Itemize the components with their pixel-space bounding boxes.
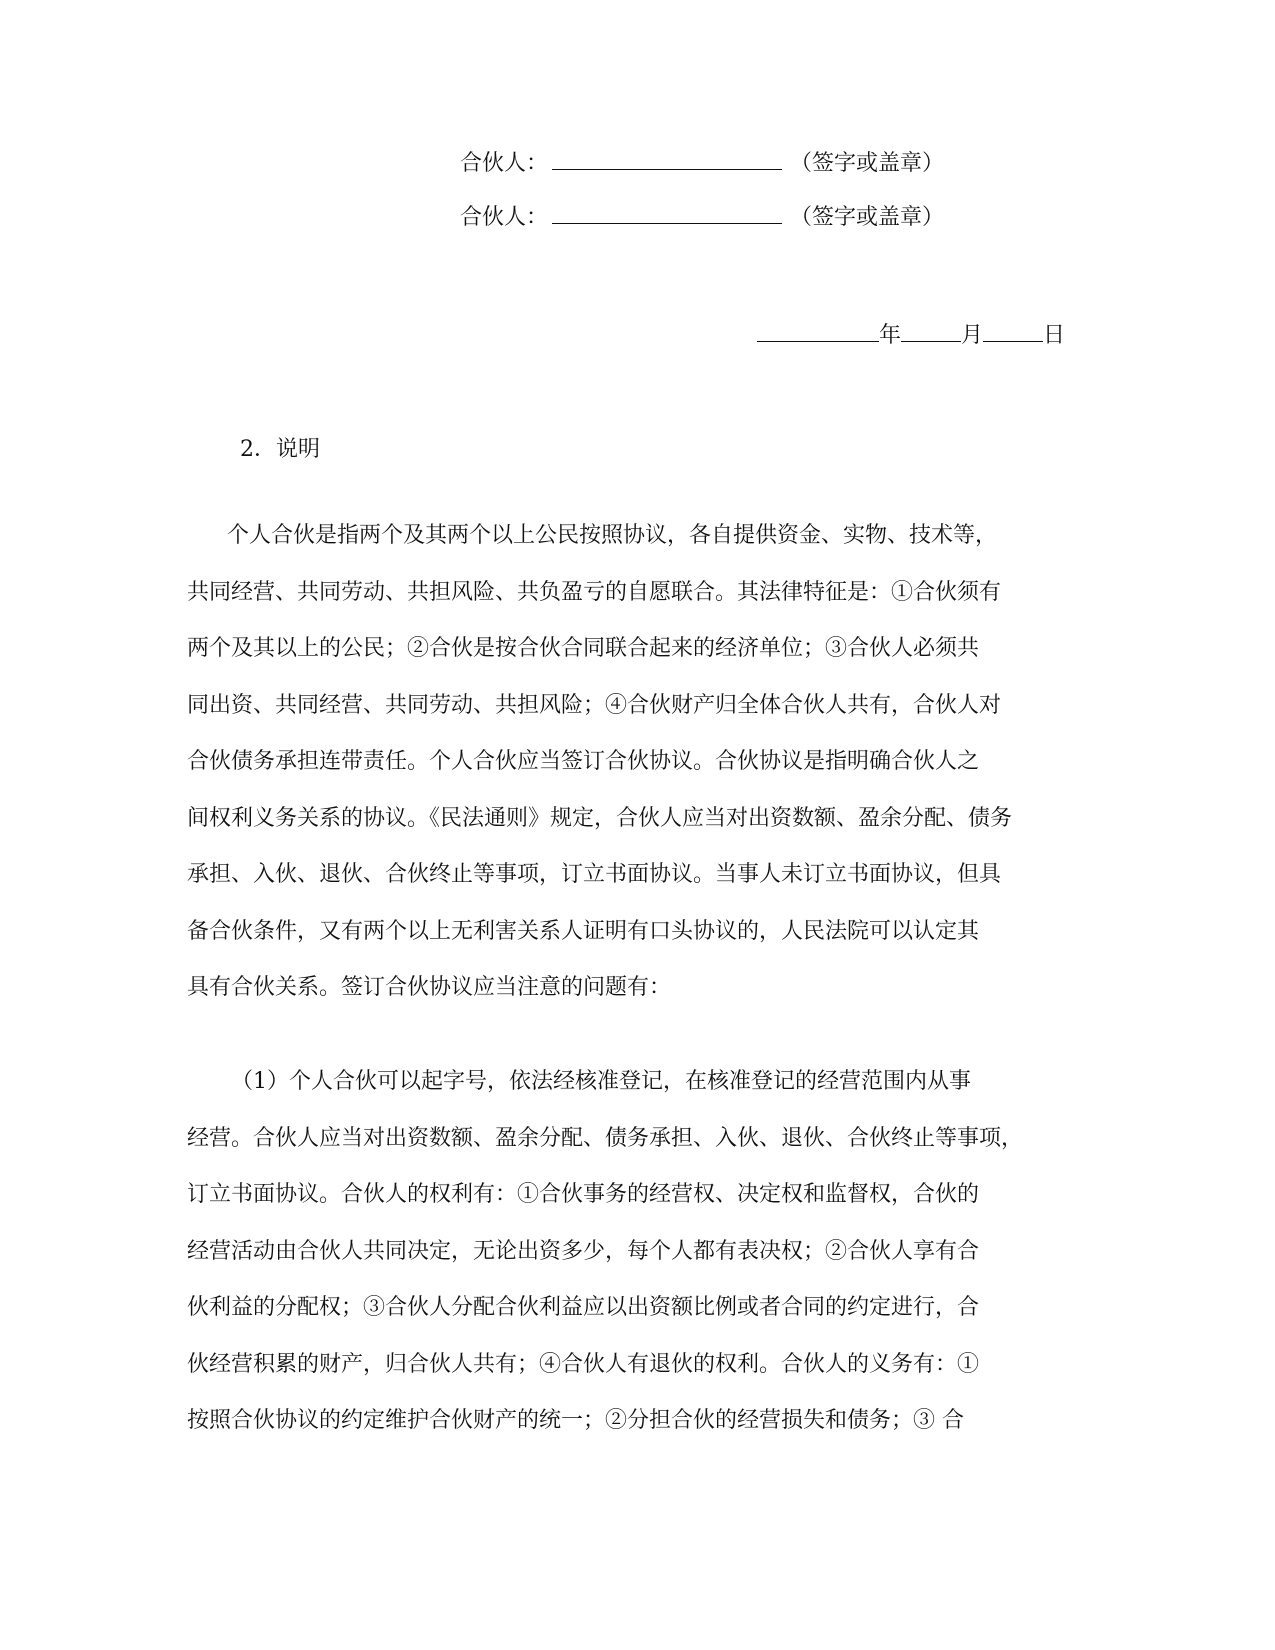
paragraph-line: 经营活动由合伙人共同决定，无论出资多少，每个人都有表决权；②合伙人享有合: [187, 1238, 980, 1264]
paragraph-line: 个人合伙是指两个及其两个以上公民按照协议，各自提供资金、实物、技术等，: [227, 523, 998, 548]
paragraph-line: 承担、入伙、退伙、合伙终止等事项，订立书面协议。当事人未订立书面协议，但具: [187, 862, 1002, 887]
signature-suffix: （签字或盖章）: [790, 205, 945, 230]
signature-line-1: [460, 146, 944, 177]
paragraph-line: 伙经营积累的财产，归合伙人共有；④合伙人有退伙的权利。合伙人的义务有：①: [187, 1351, 980, 1377]
date-line: [757, 318, 1065, 349]
year-label: 年: [879, 323, 902, 348]
paragraph-line: 订立书面协议。合伙人的权利有：①合伙事务的经营权、决定权和监督权，合伙的: [187, 1182, 980, 1207]
day-blank: [983, 319, 1043, 342]
signature-blank: [552, 147, 782, 170]
month-blank: [901, 319, 961, 342]
year-blank: [757, 319, 879, 342]
paragraph-line: 间权利义务关系的协议。《民法通则》规定，合伙人应当对出资数额、盈余分配、债务: [187, 805, 1013, 831]
paragraph-line: （1）个人合伙可以起字号，依法经核准登记，在核准登记的经营范围内从事: [231, 1069, 971, 1094]
paragraph-line: 共同经营、共同劳动、共担风险、共负盈亏的自愿联合。其法律特征是：①合伙须有: [187, 579, 1002, 605]
paragraph-line: 两个及其以上的公民；②合伙是按合伙合同联合起来的经济单位；③合伙人必须共: [187, 636, 980, 661]
paragraph-line: 备合伙条件，又有两个以上无利害关系人证明有口头协议的，人民法院可以认定其: [187, 918, 980, 944]
paragraph-definition: [187, 508, 1087, 1017]
signature-label: 合伙人：: [460, 151, 549, 176]
section-heading: 2．说明: [240, 437, 320, 462]
paragraph-line: 合伙债务承担连带责任。个人合伙应当签订合伙协议。合伙协议是指明确合伙人之: [187, 749, 980, 774]
signature-line-2: [460, 200, 944, 231]
signature-blank: [552, 201, 782, 224]
paragraph-line: 伙利益的分配权；③合伙人分配合伙利益应以出资额比例或者合同的约定进行，合: [187, 1295, 980, 1320]
paragraph-item-1: [187, 1054, 1087, 1450]
paragraph-line: 经营。合伙人应当对出资数额、盈余分配、债务承担、入伙、退伙、合伙终止等事项，: [187, 1125, 1024, 1151]
day-label: 日: [1043, 323, 1066, 348]
signature-label: 合伙人：: [460, 205, 549, 230]
signature-suffix: （签字或盖章）: [790, 151, 945, 176]
paragraph-line: 具有合伙关系。签订合伙协议应当注意的问题有：: [187, 975, 672, 1000]
month-label: 月: [961, 323, 984, 348]
paragraph-line: 按照合伙协议的约定维护合伙财产的统一；②分担合伙的经营损失和债务；③ 合: [187, 1408, 964, 1433]
paragraph-line: 同出资、共同经营、共同劳动、共担风险；④合伙财产归全体合伙人共有，合伙人对: [187, 692, 1002, 718]
